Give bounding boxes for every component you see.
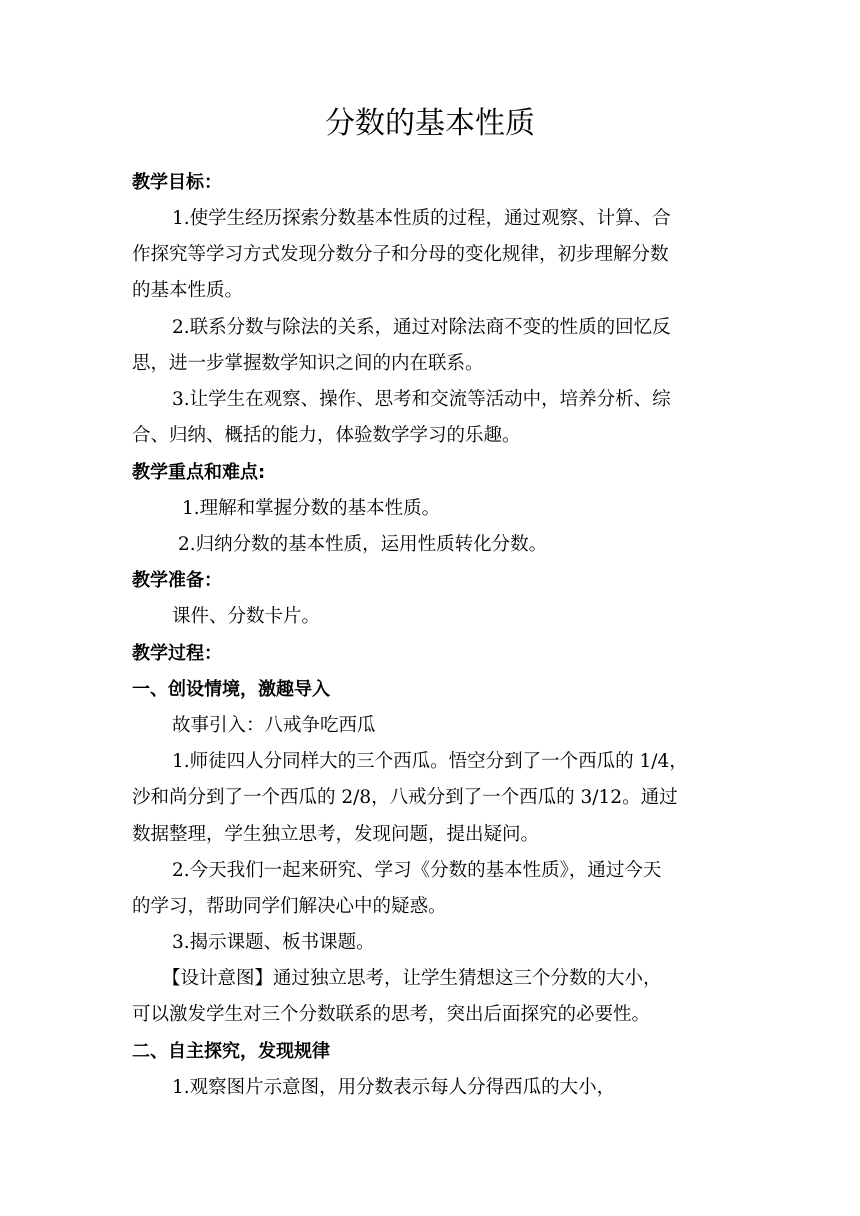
section-1-item-2-line-1: 2.今天我们一起来研究、学习《分数的基本性质》，通过今天 xyxy=(172,860,662,881)
design-intent-line-1: 【设计意图】通过独立思考，让学生猜想这三个分数的大小， xyxy=(162,968,662,989)
section-1-item-1-line-1: 1.师徒四人分同样大的三个西瓜。悟空分到了一个西瓜的 1/4， xyxy=(172,751,688,772)
section-1-item-1-line-3: 数据整理，学生独立思考，发现问题，提出疑问。 xyxy=(132,824,540,845)
objective-3-line-2: 合、归纳、概括的能力，体验数学学习的乐趣。 xyxy=(132,425,521,446)
objective-3-line-1: 3.让学生在观察、操作、思考和交流等活动中，培养分析、综 xyxy=(172,389,671,410)
section-1-intro: 故事引入：八戒争吃西瓜 xyxy=(172,715,376,736)
preparation-heading: 教学准备： xyxy=(132,570,222,591)
section-2-item-1: 1.观察图片示意图，用分数表示每人分得西瓜的大小， xyxy=(172,1077,616,1098)
objective-1-line-2: 作探究等学习方式发现分数分子和分母的变化规律，初步理解分数 xyxy=(132,244,669,265)
keypoint-2: 2.归纳分数的基本性质，运用性质转化分数。 xyxy=(178,534,548,555)
objective-2-line-2: 思，进一步掌握数学知识之间的内在联系。 xyxy=(132,353,484,374)
objectives-heading: 教学目标： xyxy=(132,172,222,193)
document-title: 分数的基本性质 xyxy=(325,106,535,141)
section-1-item-2-line-2: 的学习，帮助同学们解决心中的疑惑。 xyxy=(132,896,447,917)
section-2-heading: 二、自主探究，发现规律 xyxy=(132,1041,330,1062)
objective-1-line-1: 1.使学生经历探索分数基本性质的过程，通过观察、计算、合 xyxy=(172,208,671,229)
section-1-item-3: 3.揭示课题、板书课题。 xyxy=(172,932,375,953)
preparation-text: 课件、分数卡片。 xyxy=(172,606,321,627)
section-1-heading: 一、创设情境，激趣导入 xyxy=(132,679,330,700)
objective-1-line-3: 的基本性质。 xyxy=(132,280,244,301)
keypoints-heading: 教学重点和难点: xyxy=(132,462,266,483)
objective-2-line-1: 2.联系分数与除法的关系，通过对除法商不变的性质的回忆反 xyxy=(172,317,671,338)
keypoint-1: 1.理解和掌握分数的基本性质。 xyxy=(182,498,441,519)
process-heading: 教学过程： xyxy=(132,643,222,664)
design-intent-line-2: 可以激发学生对三个分数联系的思考，突出后面探究的必要性。 xyxy=(132,1004,651,1025)
section-1-item-1-line-2: 沙和尚分到了一个西瓜的 2/8，八戒分到了一个西瓜的 3/12。通过 xyxy=(132,787,678,808)
